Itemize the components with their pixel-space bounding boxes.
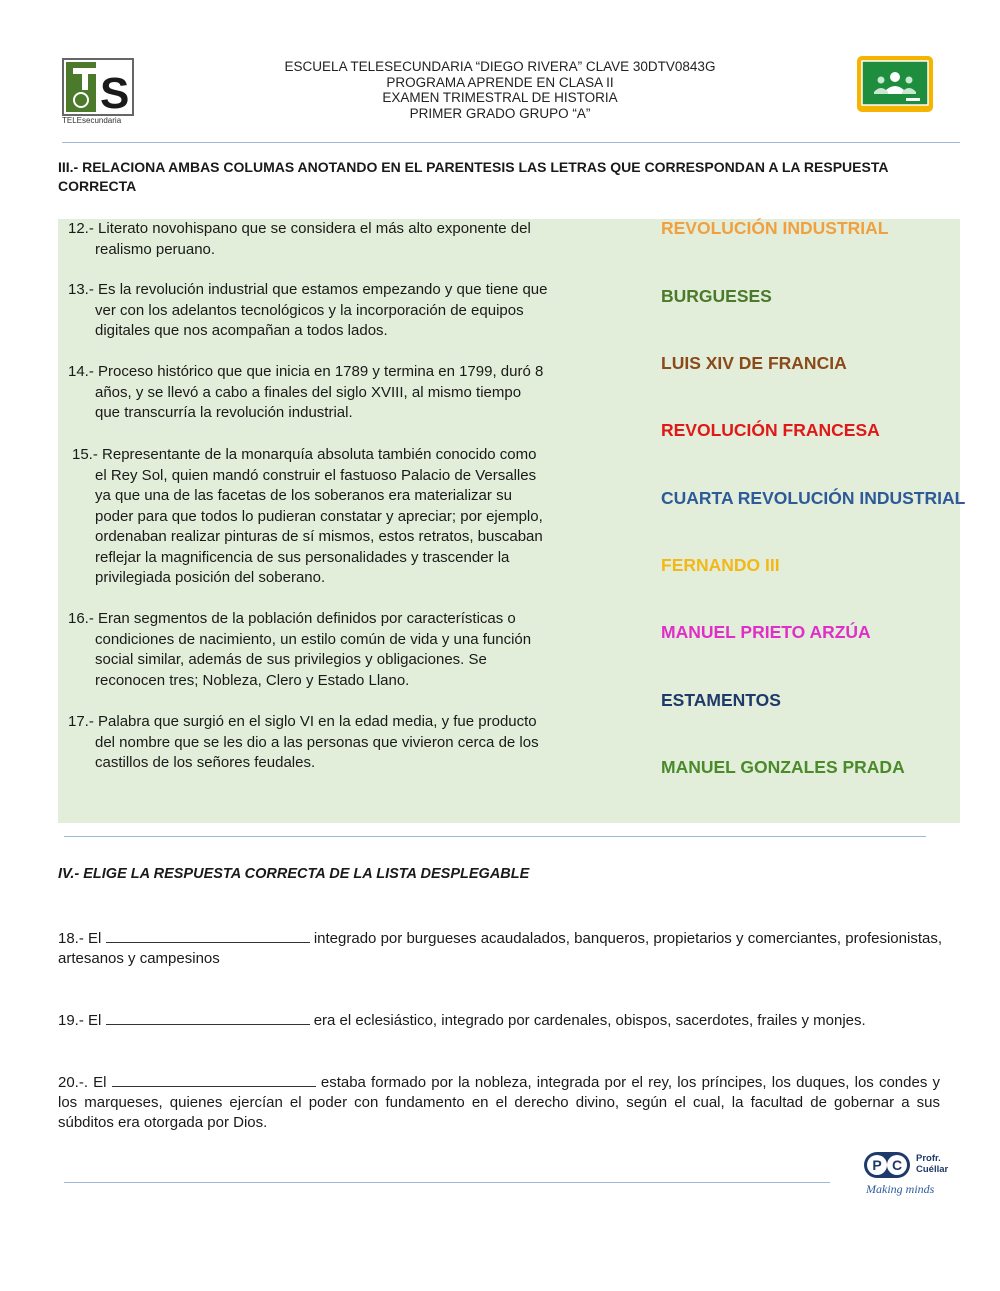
- section-4-title: IV.- ELIGE LA RESPUESTA CORRECTA DE LA LISTA DESPLEGABLE: [58, 866, 530, 882]
- pc-name: [916, 1153, 948, 1175]
- question-number: 16.-: [68, 610, 94, 627]
- pc-tagline: Making minds: [866, 1182, 935, 1196]
- answer-fernando-iii: FERNANDO III: [661, 555, 780, 575]
- answer-estamentos: ESTAMENTOS: [661, 690, 781, 710]
- question-18: [58, 928, 942, 969]
- svg-text:S: S: [100, 69, 130, 114]
- header-line-program: PROGRAMA APRENDE EN CLASA II: [386, 74, 614, 90]
- question-number: 15.-: [72, 446, 98, 463]
- q18-prefix: 18.- El: [58, 930, 102, 947]
- question-text: Palabra que surgió en el siglo VI en la edad media, y fue producto del nombre que se les dio a las personas que vivieron cerca de los castillos de los señores feudales.: [95, 713, 539, 771]
- q19-text: era el eclesiástico, integrado por cardenales, obispos, sacerdotes, frailes y monjes.: [313, 1012, 866, 1029]
- answer-manuel-prieto: MANUEL PRIETO ARZÚA: [661, 622, 871, 642]
- section-divider: [64, 836, 926, 837]
- question-number: 14.-: [68, 363, 94, 380]
- question-text: Representante de la monarquía absoluta también conocido como el Rey Sol, quien mandó construir el fastuoso Palacio de Versalles ya que una de las facetas de los soberanos era materializar su poder para que todos lo pudieran constatar y apreciar; por ejemplo, ordenaban realizar pinturas de sí mismos, estos retratos, buscaban reflejar la magnificencia de sus personalidades y trascender la privilegiada posición del soberano.: [95, 446, 543, 586]
- question-14: [68, 362, 548, 424]
- answer-revolucion-industrial: REVOLUCIÓN INDUSTRIAL: [661, 218, 889, 238]
- pc-name-line1: Profr.: [916, 1153, 941, 1164]
- ts-logo-frame: [62, 58, 134, 116]
- q19-prefix: 19.- El: [58, 1012, 102, 1029]
- answer-burgueses: BURGUESES: [661, 286, 772, 306]
- header-divider: [62, 142, 960, 143]
- question-number: 12.-: [68, 220, 94, 237]
- ts-logo-caption: TELEsecundaria: [62, 116, 122, 125]
- question-15: [72, 445, 550, 589]
- header-line-school: ESCUELA TELESECUNDARIA “DIEGO RIVERA” CLAVE 30DTV0843G: [284, 59, 716, 74]
- question-19: [58, 1010, 942, 1031]
- pc-name-line2: Cuéllar: [916, 1164, 949, 1175]
- q20-text: estaba formado por la nobleza, integrada por el rey, los príncipes, los duques, los condes y los marqueses, quienes ejercían el poder con fundamento en el derecho divino, según el cual, la facultad de gobernar a sus súbditos era otorgada por Dios.: [58, 1074, 940, 1131]
- pc-badge-p: P: [867, 1155, 887, 1175]
- question-17: [68, 712, 543, 774]
- question-text: Eran segmentos de la población definidos por características o condiciones de nacimiento, un estilo común de vida y una función social similar, además de sus privilegios y obligaciones. Se reconocen tres; Nobleza, Clero y Estado Llano.: [95, 610, 532, 689]
- q18-text: integrado por burgueses acaudalados, banqueros, propietarios y comerciantes, profesionistas, artesanos y campesinos: [58, 930, 942, 967]
- q20-dropdown-blank[interactable]: [112, 1072, 316, 1087]
- question-number: 13.-: [68, 281, 94, 298]
- question-text: Literato novohispano que se considera el más alto exponente del realismo peruano.: [95, 220, 531, 258]
- google-classroom-icon: [856, 55, 934, 113]
- profr-cuellar-logo: [862, 1150, 952, 1200]
- question-16: [68, 609, 533, 691]
- answer-revolucion-francesa: REVOLUCIÓN FRANCESA: [661, 420, 880, 440]
- header-line-group: PRIMER GRADO GRUPO “A”: [409, 105, 591, 121]
- telesecundaria-logo: [62, 58, 132, 128]
- pc-badge-c: C: [887, 1155, 907, 1175]
- q18-dropdown-blank[interactable]: [106, 928, 310, 943]
- question-13: [68, 280, 548, 342]
- ts-logo-mark: [64, 60, 132, 114]
- question-12: [68, 219, 538, 260]
- section-3-title: III.- RELACIONA AMBAS COLUMAS ANOTANDO EN EL PARENTESIS LAS LETRAS QUE CORRESPONDAN A LA RESPUESTA CORRECTA: [58, 159, 888, 194]
- answer-manuel-gonzales: MANUEL GONZALES PRADA: [661, 757, 905, 777]
- question-text: Proceso histórico que que inicia en 1789 y termina en 1799, duró 8 años, y se llevó a cabo a finales del siglo XVIII, al mismo tiempo que transcurría la revolución industrial.: [95, 363, 544, 421]
- question-text: Es la revolución industrial que estamos empezando y que tiene que ver con los adelantos tecnológicos y la incorporación de equipos digitales que nos acompañan a todos lados.: [95, 281, 548, 339]
- question-number: 17.-: [68, 713, 94, 730]
- footer-divider: [64, 1182, 830, 1183]
- q20-prefix: 20.-. El: [58, 1074, 107, 1091]
- question-20: [58, 1072, 940, 1133]
- q19-dropdown-blank[interactable]: [106, 1010, 310, 1025]
- header-line-exam: EXAMEN TRIMESTRAL DE HISTORIA: [382, 90, 618, 105]
- answer-luis-xiv: LUIS XIV DE FRANCIA: [661, 353, 847, 373]
- answer-cuarta-revolucion: CUARTA REVOLUCIÓN INDUSTRIAL: [661, 488, 966, 508]
- school-header: [230, 59, 770, 121]
